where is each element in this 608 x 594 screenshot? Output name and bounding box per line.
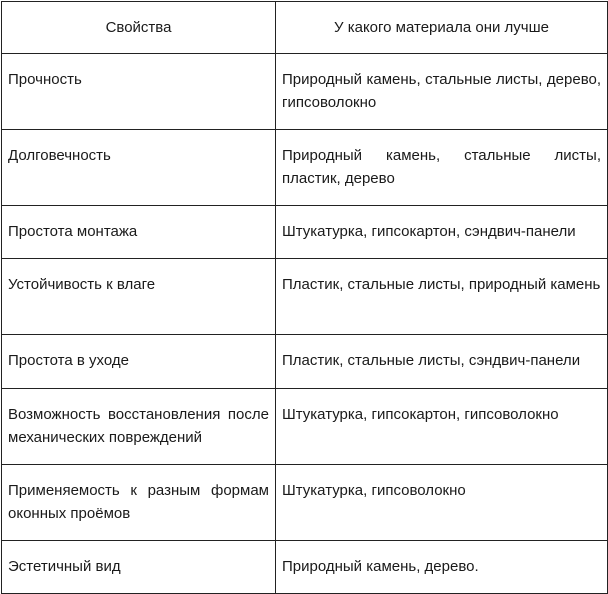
materials-cell: Штукатурка, гипсокартон, сэндвич-панели	[276, 206, 608, 259]
property-cell: Эстетичный вид	[2, 541, 276, 594]
table-row	[2, 54, 608, 130]
property-cell: Долговечность	[2, 130, 276, 206]
materials-cell: Природный камень, стальные листы, дерево, гипсоволокно	[276, 54, 608, 130]
property-cell: Прочность	[2, 54, 276, 130]
table-row	[2, 206, 608, 259]
materials-cell: Природный камень, дерево.	[276, 541, 608, 594]
property-cell: Применяемость к разным формам оконных проёмов	[2, 465, 276, 541]
table-row	[2, 259, 608, 335]
header-properties: Свойства	[2, 2, 276, 54]
materials-cell: Природный камень, стальные листы, пластик, дерево	[276, 130, 608, 206]
materials-cell: Пластик, стальные листы, природный камень	[276, 259, 608, 335]
table-row	[2, 465, 608, 541]
materials-cell: Штукатурка, гипсокартон, гипсоволокно	[276, 389, 608, 465]
materials-cell: Штукатурка, гипсоволокно	[276, 465, 608, 541]
materials-properties-table	[1, 1, 608, 594]
header-best-material: У какого материала они лучше	[276, 2, 608, 54]
property-cell: Простота в уходе	[2, 335, 276, 389]
property-cell: Устойчивость к влаге	[2, 259, 276, 335]
table-row	[2, 541, 608, 594]
property-cell: Возможность восстановления после механических повреждений	[2, 389, 276, 465]
materials-cell: Пластик, стальные листы, сэндвич-панели	[276, 335, 608, 389]
table-row	[2, 130, 608, 206]
property-cell: Простота монтажа	[2, 206, 276, 259]
table-row	[2, 335, 608, 389]
table-header-row	[2, 2, 608, 54]
table-row	[2, 389, 608, 465]
